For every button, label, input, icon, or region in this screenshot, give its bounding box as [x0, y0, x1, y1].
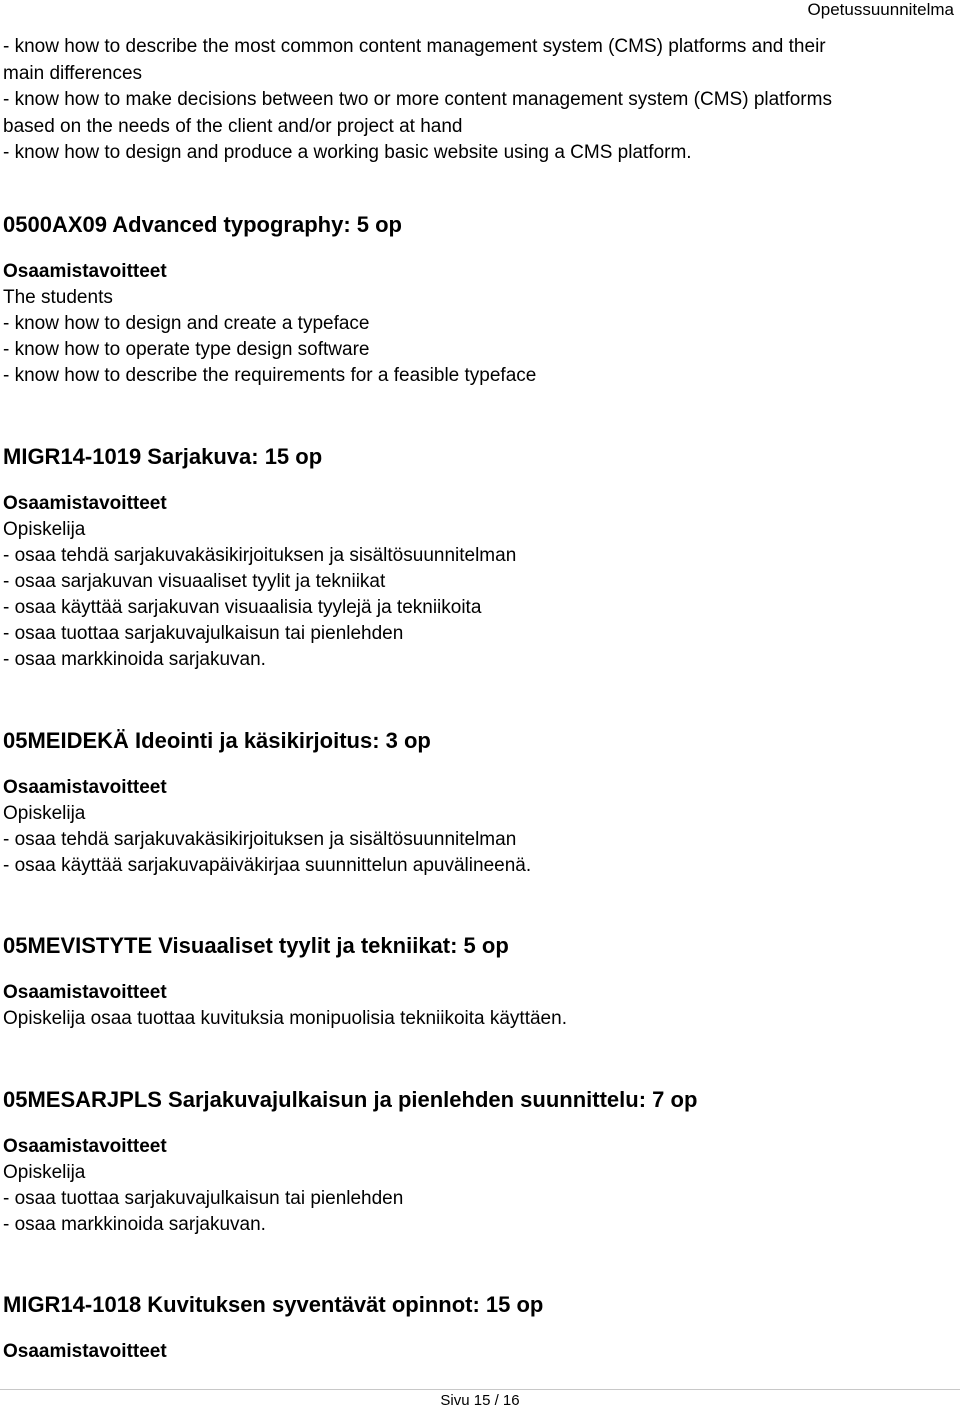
footer-divider: [0, 1389, 960, 1390]
page-indicator: Sivu 15 / 16: [440, 1392, 520, 1409]
course-line: - osaa sarjakuvan visuaaliset tyylit ja tekniikat: [3, 571, 386, 592]
course-title: MIGR14-1019 Sarjakuva: 15 op: [3, 444, 323, 469]
intro-line: based on the needs of the client and/or project at hand: [3, 115, 463, 137]
course-section: [3, 1291, 953, 1365]
course-line: Opiskelija: [3, 519, 86, 540]
course-section: [3, 1086, 953, 1238]
course-line: - know how to describe the requirements for a feasible typeface: [3, 365, 537, 386]
course-line: - osaa käyttää sarjakuvapäiväkirjaa suunnittelun apuvälineenä.: [3, 855, 532, 876]
learning-outcomes-label: Osaamistavoitteet: [3, 261, 167, 282]
learning-outcomes-label: Osaamistavoitteet: [3, 982, 167, 1003]
course-line: Opiskelija: [3, 803, 86, 824]
course-title: 0500AX09 Advanced typography: 5 op: [3, 212, 402, 237]
course-section: [3, 932, 953, 1032]
course-title: 05MESARJPLS Sarjakuvajulkaisun ja pienlehden suunnittelu: 7 op: [3, 1087, 698, 1112]
intro-line: - know how to describe the most common content management system (CMS) platforms and their: [3, 36, 826, 57]
intro-line: - know how to design and produce a working basic website using a CMS platform.: [3, 142, 692, 163]
course-line: Opiskelija: [3, 1162, 86, 1183]
course-line: The students: [3, 287, 113, 308]
course-line: - osaa tuottaa sarjakuvajulkaisun tai pienlehden: [3, 623, 404, 644]
course-line: - osaa tehdä sarjakuvakäsikirjoituksen ja sisältösuunnitelman: [3, 829, 517, 850]
course-line: - know how to operate type design software: [3, 339, 370, 360]
course-line: - osaa markkinoida sarjakuvan.: [3, 649, 266, 670]
course-line: - osaa käyttää sarjakuvan visuaalisia tyylejä ja tekniikoita: [3, 597, 482, 618]
intro-line: main differences: [3, 62, 143, 84]
course-section: [3, 211, 953, 389]
learning-outcomes-label: Osaamistavoitteet: [3, 493, 167, 514]
course-section: [3, 727, 953, 879]
course-title: 05MEIDEKÄ Ideointi ja käsikirjoitus: 3 op: [3, 728, 431, 753]
intro-text: [3, 34, 953, 167]
course-line: - osaa markkinoida sarjakuvan.: [3, 1214, 266, 1235]
course-title: MIGR14-1018 Kuvituksen syventävät opinnot: 15 op: [3, 1292, 544, 1317]
course-line: - osaa tehdä sarjakuvakäsikirjoituksen ja sisältösuunnitelman: [3, 545, 517, 566]
course-line: - know how to design and create a typeface: [3, 313, 370, 334]
learning-outcomes-label: Osaamistavoitteet: [3, 1341, 167, 1362]
course-title: 05MEVISTYTE Visuaaliset tyylit ja tekniikat: 5 op: [3, 933, 509, 958]
learning-outcomes-label: Osaamistavoitteet: [3, 1136, 167, 1157]
document-title: Opetussuunnitelma: [807, 0, 954, 19]
course-section: [3, 443, 953, 673]
intro-line: - know how to make decisions between two or more content management system (CMS) platforms: [3, 89, 832, 110]
learning-outcomes-label: Osaamistavoitteet: [3, 777, 167, 798]
course-line: - osaa tuottaa sarjakuvajulkaisun tai pienlehden: [3, 1188, 404, 1209]
course-line: Opiskelija osaa tuottaa kuvituksia monipuolisia tekniikoita käyttäen.: [3, 1008, 567, 1029]
